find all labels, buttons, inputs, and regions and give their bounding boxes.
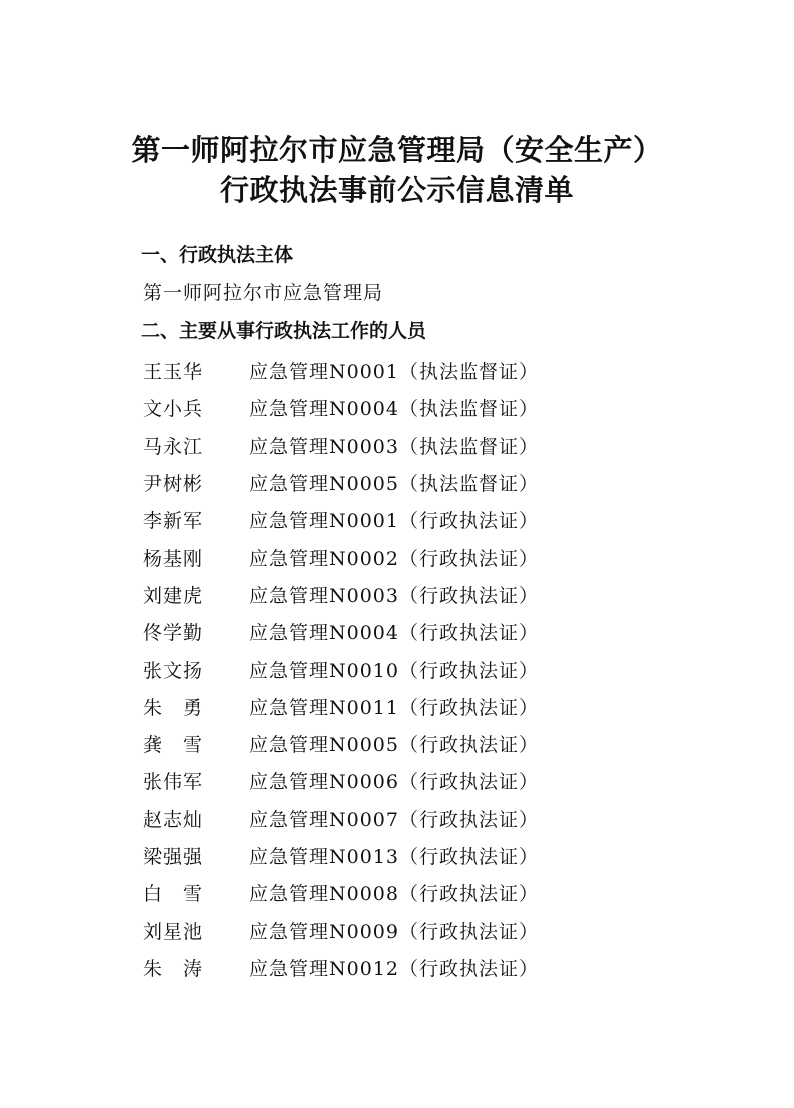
personnel-name: 刘星池 <box>143 920 204 943</box>
personnel-certificate: 应急管理N0001（行政执法证） <box>249 510 539 533</box>
personnel-row <box>143 949 539 986</box>
document-title-line2: 行政执法事前公示信息清单 <box>219 173 574 207</box>
personnel-name: 李新军 <box>143 510 204 533</box>
personnel-name: 赵志灿 <box>143 808 204 831</box>
personnel-certificate: 应急管理N0009（行政执法证） <box>249 920 539 943</box>
personnel-row <box>143 911 539 948</box>
personnel-name: 梁强强 <box>143 846 204 868</box>
personnel-row <box>143 352 539 389</box>
personnel-name: 文小兵 <box>143 398 204 421</box>
enforcement-entity-name: 第一师阿拉尔市应急管理局 <box>143 282 384 304</box>
personnel-certificate: 应急管理N0003（行政执法证） <box>249 584 539 607</box>
personnel-row <box>143 800 539 837</box>
personnel-row <box>143 427 539 464</box>
personnel-row <box>143 613 539 650</box>
personnel-certificate: 应急管理N0003（执法监督证） <box>249 435 539 458</box>
personnel-name: 朱 勇 <box>143 696 204 719</box>
personnel-row <box>143 464 539 501</box>
personnel-name: 朱 涛 <box>143 957 204 980</box>
personnel-row <box>143 650 539 687</box>
personnel-name: 佟学勤 <box>143 622 204 645</box>
personnel-certificate: 应急管理N0005（执法监督证） <box>249 473 539 496</box>
personnel-row <box>143 576 539 613</box>
personnel-row <box>143 762 539 799</box>
section-heading-enforcement-personnel: 二、主要从事行政执法工作的人员 <box>141 320 427 342</box>
personnel-certificate: 应急管理N0010（行政执法证） <box>249 659 539 682</box>
document-title-line1: 第一师阿拉尔市应急管理局（安全生产） <box>131 133 663 167</box>
personnel-certificate: 应急管理N0012（行政执法证） <box>249 957 539 980</box>
personnel-certificate: 应急管理N0006（行政执法证） <box>249 771 539 794</box>
section-heading-enforcement-subject: 一、行政执法主体 <box>141 244 294 266</box>
personnel-name: 白 雪 <box>143 883 204 906</box>
personnel-certificate: 应急管理N0008（行政执法证） <box>249 883 539 906</box>
personnel-certificate: 应急管理N0002（行政执法证） <box>249 547 539 570</box>
personnel-name: 杨基刚 <box>143 547 204 570</box>
personnel-name: 张文扬 <box>143 659 204 682</box>
personnel-certificate: 应急管理N0004（执法监督证） <box>249 398 539 421</box>
personnel-certificate: 应急管理N0005（行政执法证） <box>249 734 539 757</box>
personnel-list <box>143 352 539 986</box>
personnel-row <box>143 725 539 762</box>
personnel-row <box>143 501 539 538</box>
personnel-row <box>143 538 539 575</box>
personnel-name: 王玉华 <box>143 361 204 384</box>
personnel-name: 龚 雪 <box>143 734 204 757</box>
personnel-certificate: 应急管理N0013（行政执法证） <box>249 846 539 868</box>
personnel-row <box>143 688 539 725</box>
personnel-certificate: 应急管理N0001（执法监督证） <box>249 361 539 384</box>
personnel-name: 张伟军 <box>143 771 204 794</box>
personnel-row <box>143 389 539 426</box>
personnel-row <box>143 874 539 911</box>
personnel-name: 尹树彬 <box>143 473 204 496</box>
personnel-name: 刘建虎 <box>143 584 204 607</box>
personnel-row <box>143 837 539 874</box>
personnel-name: 马永江 <box>143 435 204 458</box>
personnel-certificate: 应急管理N0011（行政执法证） <box>249 696 539 719</box>
personnel-certificate: 应急管理N0007（行政执法证） <box>249 808 539 831</box>
personnel-certificate: 应急管理N0004（行政执法证） <box>249 622 539 645</box>
